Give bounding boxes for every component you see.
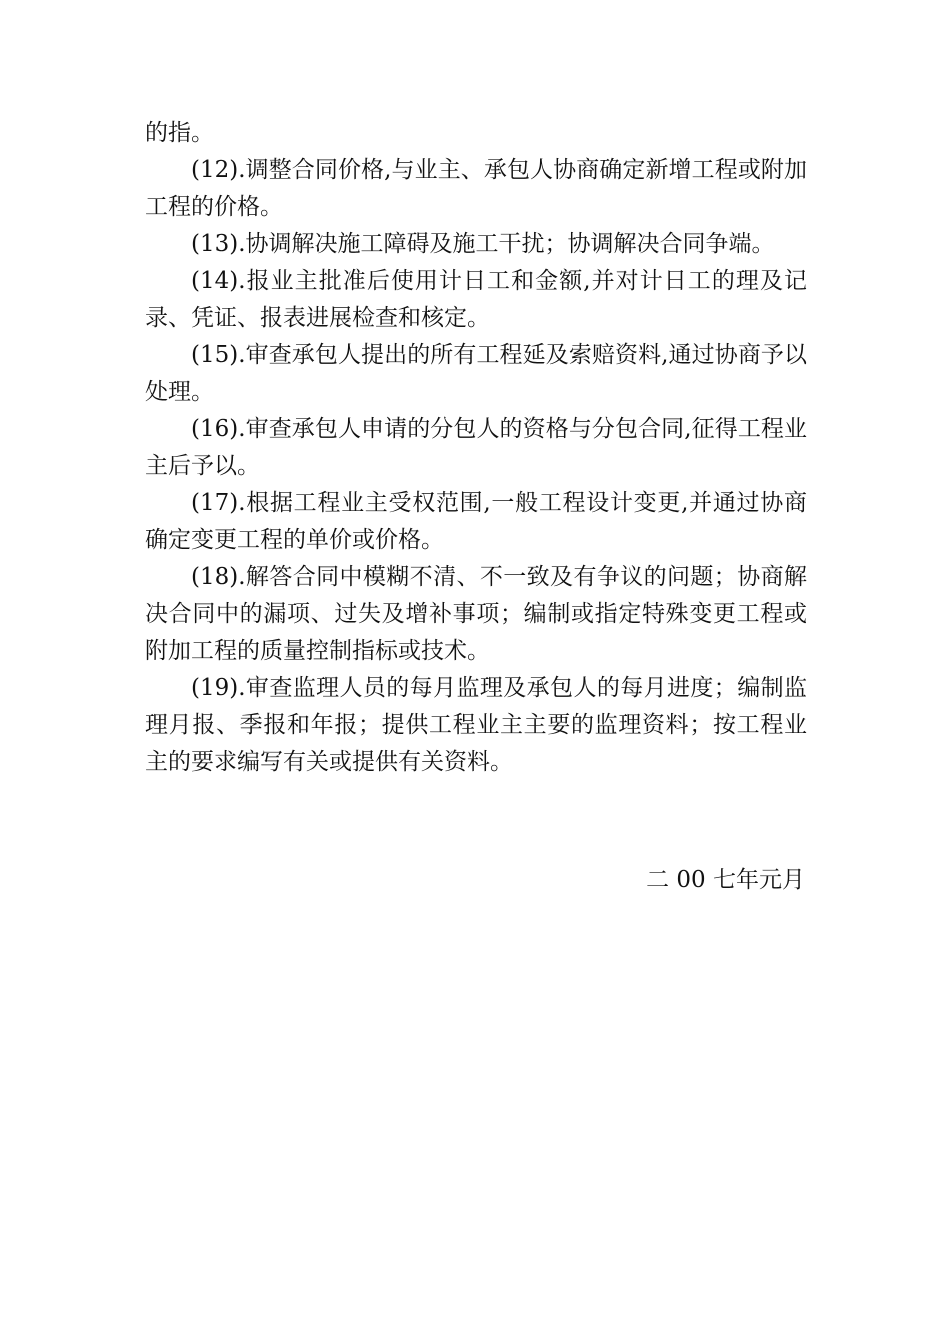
document-date: 二 00 七年元月 — [646, 867, 805, 893]
paragraph-item-18: (18).解答合同中模糊不清、不一致及有争议的问题；协商解决合同中的漏项、过失及增补事项；编制或指定特殊变更工程或附加工程的质量控制指标或技术。 — [145, 564, 807, 664]
paragraph-item-19: (19).审查监理人员的每月监理及承包人的每月进度；编制监理月报、季报和年报；提供工程业主主要的监理资料；按工程业主的要求编写有关或提供有关资料。 — [145, 675, 807, 775]
paragraph-item-17: (17).根据工程业主受权范围,一般工程设计变更,并通过协商确定变更工程的单价或价格。 — [145, 490, 807, 553]
paragraph-item-16: (16).审查承包人申请的分包人的资格与分包合同,征得工程业主后予以。 — [145, 416, 807, 479]
paragraph-continuation: 的指。 — [145, 120, 214, 146]
paragraph-item-14: (14).报业主批准后使用计日工和金额,并对计日工的理及记录、凭证、报表进展检查和核定。 — [145, 268, 807, 331]
document-body — [145, 115, 807, 781]
paragraph-item-15: (15).审查承包人提出的所有工程延及索赔资料,通过协商予以处理。 — [145, 342, 807, 405]
paragraph-item-12: (12).调整合同价格,与业主、承包人协商确定新增工程或附加工程的价格。 — [145, 157, 807, 220]
paragraph-item-13: (13).协调解决施工障碍及施工干扰；协调解决合同争端。 — [191, 231, 775, 257]
